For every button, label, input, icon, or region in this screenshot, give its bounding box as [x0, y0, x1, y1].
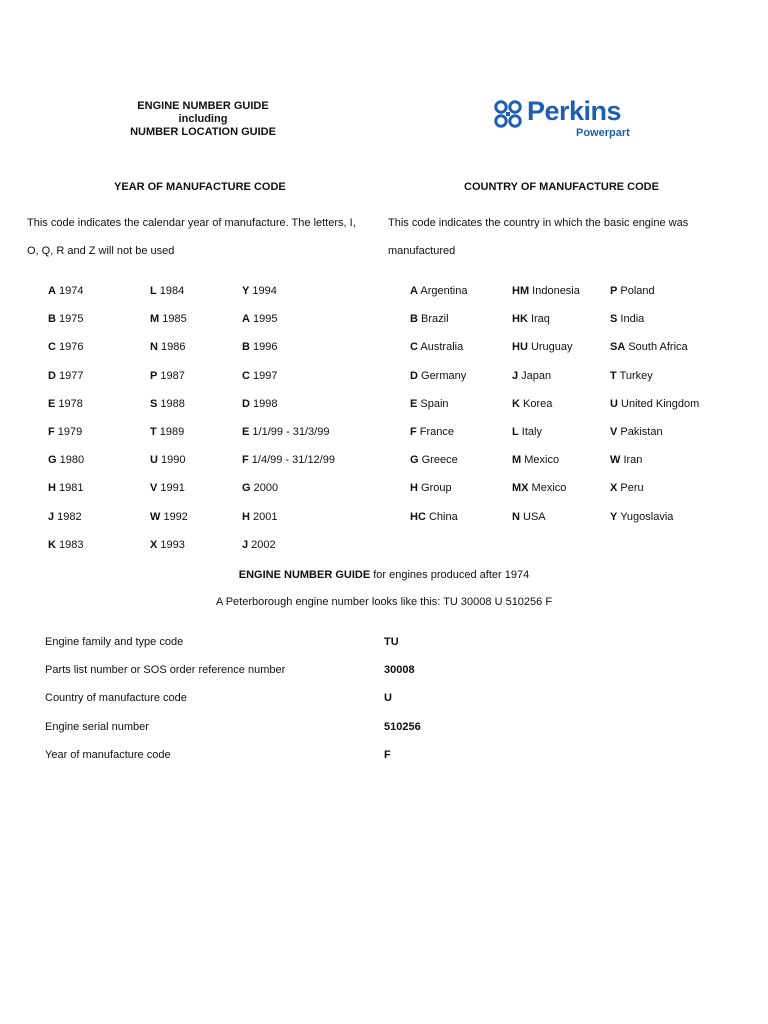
- engine-part-value: 510256: [384, 720, 421, 733]
- year-code-code: G: [48, 454, 57, 467]
- country-code-value: Poland: [617, 285, 655, 297]
- engine-part-label: Country of manufacture code: [45, 692, 187, 705]
- country-code-code: T: [610, 369, 617, 382]
- country-code-code: Y: [610, 510, 618, 523]
- year-code-value: 2001: [249, 510, 278, 523]
- engine-part-label: Year of manufacture code: [45, 748, 171, 761]
- title-line-2: including: [178, 113, 228, 125]
- year-code-value: 2002: [248, 538, 276, 551]
- country-code-entry: [512, 341, 573, 354]
- title-line-3: NUMBER LOCATION GUIDE: [130, 126, 276, 138]
- year-code-entry: [242, 511, 277, 524]
- country-section-description: [388, 209, 748, 265]
- year-code-value: 1990: [157, 454, 186, 467]
- country-code-value: Iran: [620, 454, 643, 467]
- country-code-entry: [410, 454, 458, 467]
- country-code-entry: [610, 511, 673, 524]
- year-code-code: V: [150, 482, 158, 495]
- country-code-value: USA: [519, 510, 546, 523]
- year-code-code: H: [242, 510, 250, 523]
- year-description-line-1: This code indicates the calendar year of manufacture. The letters, I,: [27, 217, 356, 229]
- year-code-value: 1975: [55, 313, 84, 326]
- country-code-value: Australia: [417, 341, 464, 354]
- engine-part-value: F: [384, 748, 391, 761]
- year-code-code: X: [150, 538, 158, 551]
- perkins-logo: [493, 98, 643, 144]
- year-code-code: W: [150, 510, 161, 523]
- country-code-entry: [410, 482, 452, 495]
- country-code-code: L: [512, 426, 519, 438]
- year-code-value: 1987: [157, 369, 185, 382]
- country-code-entry: [512, 285, 580, 298]
- year-code-value: 1994: [249, 285, 277, 297]
- year-code-code: J: [242, 538, 249, 551]
- country-code-code: P: [610, 285, 618, 297]
- year-code-code: H: [48, 482, 56, 495]
- year-code-value: 1991: [157, 482, 185, 495]
- country-code-value: Mexico: [528, 482, 567, 495]
- year-code-value: 1982: [54, 510, 82, 523]
- year-code-value: 1995: [249, 313, 278, 326]
- country-code-entry: [512, 398, 552, 411]
- engine-part-value: TU: [384, 636, 399, 648]
- year-code-value: 1979: [54, 426, 83, 438]
- country-code-value: Germany: [417, 369, 467, 382]
- engine-guide-heading-rest: for engines produced after 1974: [370, 569, 530, 581]
- country-code-entry: [512, 426, 542, 439]
- country-code-code: C: [410, 341, 418, 354]
- year-code-code: T: [150, 426, 157, 438]
- country-code-value: United Kingdom: [617, 397, 700, 410]
- year-code-entry: [48, 341, 83, 354]
- engine-guide-heading: [0, 569, 768, 582]
- country-code-value: India: [617, 313, 645, 326]
- engine-part-label: Engine serial number: [45, 720, 149, 733]
- country-code-code: F: [410, 426, 417, 438]
- year-code-entry: [150, 511, 188, 524]
- country-code-entry: [410, 511, 458, 524]
- year-code-value: 1983: [55, 538, 84, 551]
- year-code-entry: [150, 398, 185, 411]
- country-code-entry: [410, 398, 449, 411]
- year-code-entry: [150, 285, 184, 298]
- year-code-entry: [150, 426, 184, 439]
- year-code-entry: [150, 539, 185, 552]
- country-code-code: X: [610, 482, 618, 495]
- year-code-code: F: [242, 454, 249, 467]
- country-code-value: Italy: [518, 426, 542, 438]
- year-code-entry: [150, 454, 185, 467]
- country-code-value: Argentina: [417, 285, 468, 297]
- country-code-entry: [610, 454, 642, 467]
- country-code-code: H: [410, 482, 418, 495]
- year-code-value: 1974: [55, 285, 84, 297]
- country-code-entry: [512, 511, 546, 524]
- year-code-entry: [242, 285, 277, 298]
- country-description-line-2: manufactured: [388, 245, 456, 257]
- year-code-value: 1986: [157, 341, 186, 354]
- year-code-value: 1977: [55, 369, 84, 382]
- year-code-entry: [150, 313, 187, 326]
- year-code-code: K: [48, 538, 56, 551]
- year-code-entry: [242, 313, 277, 326]
- country-code-entry: [410, 341, 463, 354]
- country-code-code: B: [410, 313, 418, 326]
- engine-part-label: Parts list number or SOS order reference number: [45, 664, 286, 677]
- year-code-value: 2000: [250, 482, 279, 495]
- country-code-value: China: [425, 510, 458, 523]
- country-code-value: Uruguay: [527, 341, 573, 354]
- country-code-code: HU: [512, 341, 528, 354]
- year-code-value: 1/4/99 - 31/12/99: [248, 454, 335, 467]
- year-code-entry: [242, 426, 329, 439]
- year-code-entry: [242, 482, 278, 495]
- country-code-code: A: [410, 285, 418, 297]
- year-code-code: Y: [242, 285, 250, 297]
- country-code-code: G: [410, 454, 419, 467]
- country-code-value: Peru: [617, 482, 644, 495]
- country-code-value: Mexico: [521, 454, 560, 467]
- year-code-code: S: [150, 397, 158, 410]
- year-code-entry: [48, 511, 82, 524]
- country-code-value: France: [416, 426, 455, 438]
- year-code-entry: [48, 482, 83, 495]
- country-code-entry: [610, 426, 663, 439]
- year-code-entry: [242, 454, 335, 467]
- country-code-entry: [512, 313, 550, 326]
- engine-number-example: A Peterborough engine number looks like this: TU 30008 U 510256 F: [215, 596, 553, 608]
- country-section-heading: COUNTRY OF MANUFACTURE CODE: [464, 181, 659, 193]
- country-code-entry: [610, 482, 644, 495]
- country-code-code: N: [512, 510, 520, 523]
- country-code-value: Pakistan: [617, 426, 663, 438]
- year-code-code: N: [150, 341, 158, 354]
- year-code-code: E: [48, 397, 56, 410]
- country-code-code: V: [610, 426, 618, 438]
- year-code-code: A: [242, 313, 250, 326]
- year-code-entry: [48, 539, 83, 552]
- country-code-entry: [410, 285, 468, 298]
- year-code-value: 1/1/99 - 31/3/99: [249, 426, 330, 438]
- year-code-code: U: [150, 454, 158, 467]
- year-description-line-2: O, Q, R and Z will not be used: [27, 245, 175, 257]
- title-line-1: ENGINE NUMBER GUIDE: [137, 100, 269, 112]
- engine-guide-heading-bold: ENGINE NUMBER GUIDE: [238, 569, 371, 581]
- year-section-heading: YEAR OF MANUFACTURE CODE: [114, 181, 286, 193]
- country-code-value: Yugoslavia: [617, 510, 674, 523]
- country-code-code: HM: [512, 285, 530, 297]
- year-code-code: E: [242, 426, 250, 438]
- country-code-code: M: [512, 454, 522, 467]
- country-code-code: HC: [410, 510, 426, 523]
- country-code-entry: [410, 313, 449, 326]
- year-code-entry: [48, 370, 83, 383]
- country-description-line-1: This code indicates the country in which the basic engine was: [388, 217, 689, 229]
- year-code-entry: [48, 454, 84, 467]
- year-code-code: J: [48, 510, 55, 523]
- year-code-entry: [242, 341, 277, 354]
- perkins-emblem-icon: [493, 99, 523, 129]
- country-code-code: W: [610, 454, 621, 467]
- year-code-code: P: [150, 369, 158, 382]
- country-code-code: D: [410, 369, 418, 382]
- year-code-entry: [150, 341, 185, 354]
- country-code-value: Group: [417, 482, 452, 495]
- country-code-value: Spain: [417, 397, 449, 410]
- country-code-entry: [512, 370, 551, 383]
- year-code-code: L: [150, 285, 157, 297]
- year-code-entry: [48, 313, 83, 326]
- country-code-code: S: [610, 313, 618, 326]
- country-code-value: Japan: [518, 369, 552, 382]
- country-code-code: U: [610, 397, 618, 410]
- year-code-code: D: [48, 369, 56, 382]
- country-code-value: Korea: [519, 397, 553, 410]
- country-code-value: Greece: [418, 454, 458, 467]
- country-code-code: HK: [512, 313, 528, 326]
- year-code-value: 1985: [159, 313, 187, 326]
- year-code-code: F: [48, 426, 55, 438]
- year-code-value: 1998: [249, 397, 278, 410]
- country-code-entry: [610, 341, 688, 354]
- country-code-value: Brazil: [417, 313, 449, 326]
- country-code-code: MX: [512, 482, 529, 495]
- country-code-entry: [410, 370, 466, 383]
- year-code-entry: [242, 539, 276, 552]
- logo-wordmark: Perkins: [527, 96, 622, 126]
- country-code-entry: [610, 285, 655, 298]
- year-code-code: G: [242, 482, 251, 495]
- year-code-code: D: [242, 397, 250, 410]
- year-code-entry: [48, 426, 82, 439]
- engine-part-label: Engine family and type code: [45, 636, 184, 648]
- document-title: [90, 100, 316, 139]
- year-code-value: 1980: [56, 454, 85, 467]
- country-code-value: Turkey: [616, 369, 653, 382]
- country-code-entry: [512, 454, 559, 467]
- year-code-entry: [242, 370, 277, 383]
- year-code-value: 1989: [156, 426, 185, 438]
- year-code-value: 1988: [157, 397, 185, 410]
- year-code-entry: [150, 482, 185, 495]
- country-code-entry: [512, 482, 566, 495]
- logo-subtitle: Powerpart: [576, 127, 630, 139]
- year-code-code: M: [150, 313, 160, 326]
- year-code-code: C: [48, 341, 56, 354]
- year-code-value: 1976: [55, 341, 84, 354]
- year-code-value: 1984: [156, 285, 185, 297]
- country-code-entry: [610, 398, 699, 411]
- engine-part-value: U: [384, 692, 392, 705]
- year-code-entry: [48, 285, 83, 298]
- engine-part-value: 30008: [384, 664, 415, 677]
- year-code-value: 1981: [55, 482, 84, 495]
- year-code-value: 1996: [249, 341, 278, 354]
- year-code-code: B: [48, 313, 56, 326]
- country-code-code: J: [512, 369, 519, 382]
- country-code-entry: [410, 426, 454, 439]
- country-code-code: K: [512, 397, 520, 410]
- year-code-value: 1992: [160, 510, 188, 523]
- year-code-value: 1997: [249, 369, 278, 382]
- year-code-value: 1993: [157, 538, 185, 551]
- country-code-value: Indonesia: [529, 285, 580, 297]
- year-section-description: [27, 209, 377, 265]
- year-code-code: A: [48, 285, 56, 297]
- country-code-value: South Africa: [625, 341, 688, 354]
- year-code-entry: [150, 370, 185, 383]
- country-code-entry: [610, 370, 653, 383]
- country-code-code: E: [410, 397, 418, 410]
- year-code-entry: [242, 398, 277, 411]
- country-code-value: Iraq: [527, 313, 550, 326]
- country-code-code: SA: [610, 341, 626, 354]
- year-code-entry: [48, 398, 83, 411]
- country-code-entry: [610, 313, 644, 326]
- year-code-code: B: [242, 341, 250, 354]
- year-code-value: 1978: [55, 397, 83, 410]
- year-code-code: C: [242, 369, 250, 382]
